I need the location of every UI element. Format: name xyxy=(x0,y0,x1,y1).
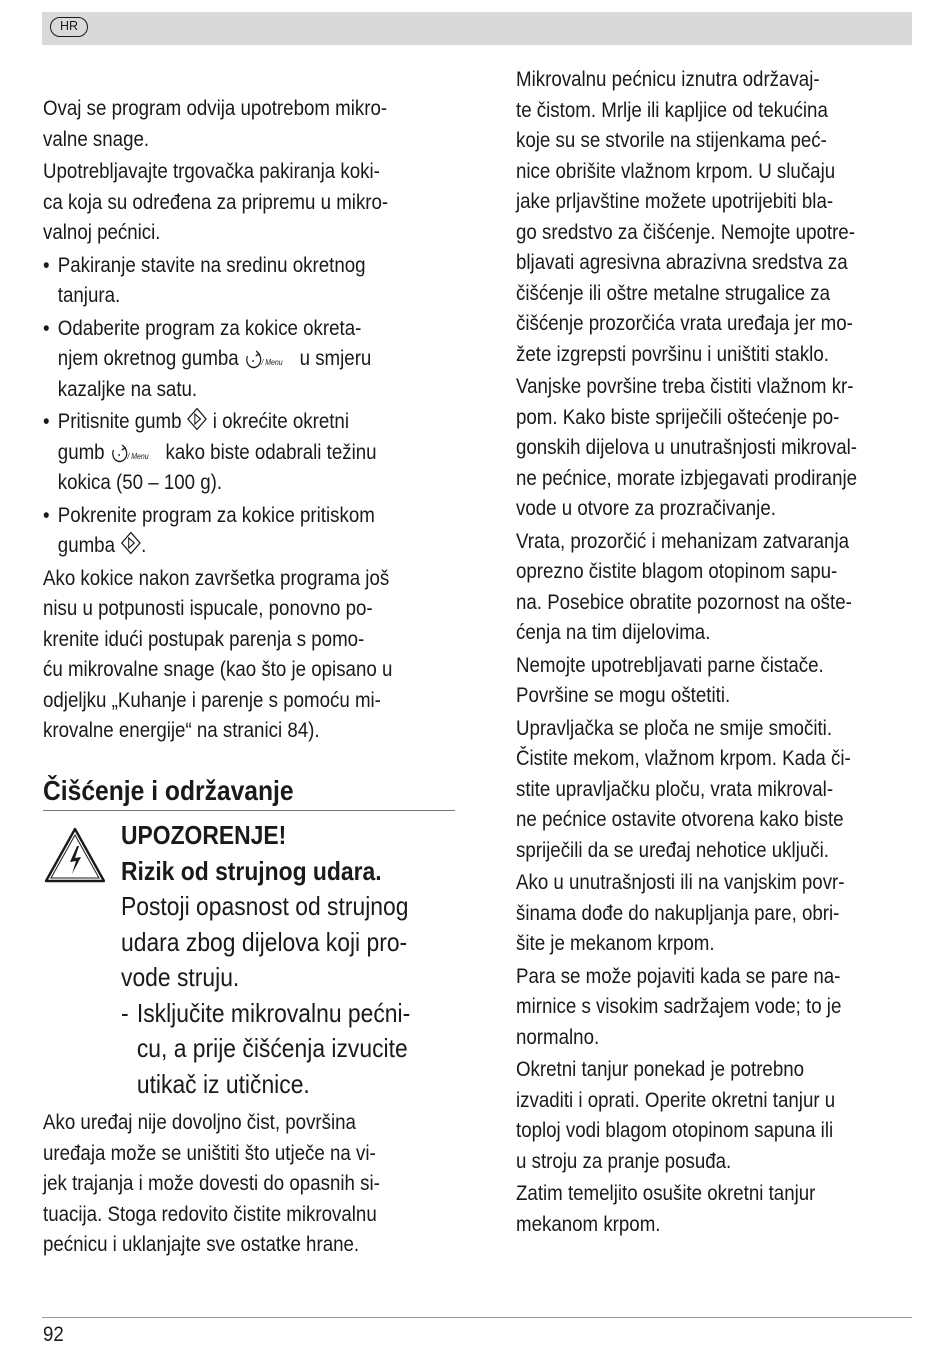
text-line: vode struju. xyxy=(121,962,240,992)
text-line: koje su se stvorile na stijenkama peć- xyxy=(516,128,827,152)
text-line xyxy=(58,530,455,561)
warning-title: UPOZORENJE! xyxy=(121,820,287,850)
text-line: Zatim temeljito osušite okretni tanjur xyxy=(516,1181,816,1205)
text-line: ne pećnice ostavite otvorena kako biste xyxy=(516,807,844,831)
text-line: utikač iz utičnice. xyxy=(136,1068,310,1099)
text-line: Pakiranje stavite na sredinu okretnog xyxy=(57,252,366,277)
left-text-top xyxy=(43,64,455,746)
text-line: šite je mekanom krpom. xyxy=(516,931,715,955)
text-line: tuacija. Stoga redovito čistite mikrovalnu xyxy=(43,1201,377,1226)
text-segment: gumba xyxy=(57,533,115,557)
text-line: nisu u potpunosti ispucale, ponovno po- xyxy=(43,596,373,620)
text-line: Mikrovalnu pećnicu iznutra održavaj- xyxy=(516,67,820,91)
text-line: kokica (50 – 100 g). xyxy=(57,470,223,494)
right-paragraph xyxy=(516,650,864,711)
text-segment: gumb xyxy=(57,439,105,464)
right-paragraph xyxy=(516,1178,864,1239)
heading-divider xyxy=(43,810,455,811)
text-line: nice obrišite vlažnom krpom. U slučaju xyxy=(516,158,836,183)
right-text xyxy=(516,64,864,1239)
text-line xyxy=(58,343,455,374)
language-badge: HR xyxy=(50,17,88,37)
text-line: krovalne energije“ na stranici 84). xyxy=(43,718,320,742)
text-line: u stroju za pranje posuđa. xyxy=(516,1148,732,1173)
text-segment: u smjeru xyxy=(299,346,372,370)
right-paragraph xyxy=(516,64,864,369)
dash-mark: - xyxy=(121,997,129,1028)
text-line: Vrata, prozorčić i mehanizam zatvaranja xyxy=(516,528,850,553)
text-segment: . xyxy=(141,533,147,557)
text-line: stite upravljačku ploču, vrata mikroval- xyxy=(516,776,834,801)
bullet-item-select-weight xyxy=(43,406,455,498)
text-line: ne pećnice, morate izbjegavati prodiranje xyxy=(516,465,858,490)
dial-label: / Menu xyxy=(127,451,149,461)
closing-paragraph xyxy=(43,1107,380,1260)
bullet-item-place-package xyxy=(43,250,455,311)
warning-subtitle: Rizik od strujnog udara. xyxy=(121,855,382,886)
text-line: vode u otvore za prozračivanje. xyxy=(516,496,776,520)
bullet-item-select-program xyxy=(43,313,455,405)
text-line: mekanom krpom. xyxy=(516,1211,661,1236)
bullet-mark: • xyxy=(43,252,50,277)
text-line: ca koja su određena za pripremu u mikro- xyxy=(43,189,389,214)
right-paragraph xyxy=(516,526,864,648)
text-line: odjeljku „Kuhanje i parenje s pomoću mi- xyxy=(43,687,381,712)
text-line: šinama dođe do nakupljanja pare, obri- xyxy=(516,900,840,925)
text-line: Okretni tanjur ponekad je potrebno xyxy=(516,1057,805,1081)
text-line: tanjura. xyxy=(57,283,121,307)
text-line: Postoji opasnost od strujnog xyxy=(121,891,409,921)
text-line: Ako kokice nakon završetka programa još xyxy=(43,565,390,590)
text-line: pećnicu i uklanjajte sve ostatke hrane. xyxy=(43,1232,360,1256)
text-line: Vanjske površine treba čistiti vlažnom kr- xyxy=(516,374,854,398)
text-line: Čistite mekom, vlažnom krpom. Kada či- xyxy=(516,746,851,770)
intro-paragraph xyxy=(43,93,455,154)
text-line: Ako uređaj nije dovoljno čist, površina xyxy=(43,1110,356,1134)
text-line: jek trajanja i može dovesti do opasnih si- xyxy=(43,1171,380,1195)
text-line: Isključite mikrovalnu pećni- xyxy=(136,997,411,1028)
text-line: toploj vodi blagom otopinom sapuna ili xyxy=(516,1118,834,1142)
text-line: čišćenje prozorčića vrata uređaja jer mo- xyxy=(516,311,853,335)
text-line: mirnice s visokim sadržajem vode; to je xyxy=(516,994,842,1018)
electric-shock-warning-icon xyxy=(43,826,107,884)
text-line: bljavati agresivna abrazivna sredstva za xyxy=(516,250,848,274)
dial-label: / Menu xyxy=(261,357,283,368)
text-line: Para se može pojaviti kada se pare na- xyxy=(516,963,841,988)
text-line: udara zbog dijelova koji pro- xyxy=(121,926,408,957)
warning-block xyxy=(121,818,410,1102)
bullet-mark: • xyxy=(43,315,50,340)
right-paragraph xyxy=(516,713,864,866)
bullet-mark: • xyxy=(43,409,50,433)
bullet-item-start-program xyxy=(43,500,455,561)
text-line: valne snage. xyxy=(43,126,150,151)
right-paragraph xyxy=(516,961,864,1053)
right-paragraph xyxy=(516,1054,864,1176)
text-line: gonskih dijelova u unutrašnjosti mikroval- xyxy=(516,435,858,459)
bullet-mark: • xyxy=(43,502,50,527)
right-paragraph xyxy=(516,867,864,959)
text-line: na. Posebice obratite pozornost na ošte- xyxy=(516,589,852,614)
text-line: valnoj pećnici. xyxy=(43,220,161,244)
menu-dial-icon xyxy=(110,442,160,464)
text-line: oprezno čistite blagom otopinom sapu- xyxy=(516,559,838,583)
repeat-paragraph xyxy=(43,563,455,746)
text-line xyxy=(58,406,455,437)
text-line: Pokrenite program za kokice pritiskom xyxy=(57,502,375,527)
right-column xyxy=(516,64,916,1241)
text-line xyxy=(58,437,455,468)
text-line: jake prljavštine možete upotrijebiti bla- xyxy=(516,189,834,213)
text-line: Upravljačka se ploča ne smije smočiti. xyxy=(516,715,833,740)
text-line: Nemojte upotrebljavati parne čistače. xyxy=(516,652,824,677)
text-line: izvaditi i oprati. Operite okretni tanjur u xyxy=(516,1087,836,1112)
start-button-icon xyxy=(187,407,208,431)
packaging-paragraph xyxy=(43,156,455,248)
text-line: pom. Kako biste spriječili oštećenje po- xyxy=(516,404,840,429)
text-line: ću mikrovalne snage (kao što je opisano u xyxy=(43,657,393,681)
right-paragraph xyxy=(516,371,864,524)
warning-action xyxy=(121,996,410,1103)
section-heading: Čišćenje i održavanje xyxy=(43,775,294,806)
text-line: spriječili da se uređaj nehotice uključi. xyxy=(516,837,829,862)
text-line: kazaljke na satu. xyxy=(57,376,198,401)
text-line: čišćenje ili oštre metalne strugalice za xyxy=(516,280,830,305)
text-line: uređaja može se uništiti što utječe na vi- xyxy=(43,1140,376,1165)
text-line: Površine se mogu oštetiti. xyxy=(516,683,731,707)
header-bar xyxy=(42,12,912,45)
text-line: normalno. xyxy=(516,1024,600,1049)
text-line: ćenja na tim dijelovima. xyxy=(516,620,711,644)
left-column xyxy=(43,64,455,748)
text-line: Odaberite program za kokice okreta- xyxy=(57,315,362,340)
text-line: žete izgrepsti površinu i uništiti staklo. xyxy=(516,341,829,366)
start-button-icon xyxy=(120,531,141,555)
menu-dial-icon xyxy=(244,348,294,370)
text-line: Upotrebljavajte trgovačka pakiranja koki- xyxy=(43,159,380,183)
footer-divider xyxy=(42,1317,912,1318)
text-line: krenite idući postupak parenja s pomo- xyxy=(43,626,365,651)
text-segment: njem okretnog gumba xyxy=(57,346,239,370)
text-segment: kako biste odabrali težinu xyxy=(165,439,377,464)
text-line: go sredstvo za čišćenje. Nemojte upotre- xyxy=(516,219,855,244)
text-line: te čistom. Mrlje ili kapljice od tekućina xyxy=(516,97,828,122)
page-number: 92 xyxy=(43,1322,64,1346)
text-line: Ako u unutrašnjosti ili na vanjskim povr- xyxy=(516,870,845,894)
text-segment: i okrećite okretni xyxy=(212,409,349,433)
text-line: Ovaj se program odvija upotrebom mikro- xyxy=(43,96,388,120)
text-line: cu, a prije čišćenja izvucite xyxy=(136,1033,408,1063)
text-segment: Pritisnite gumb xyxy=(57,409,182,433)
